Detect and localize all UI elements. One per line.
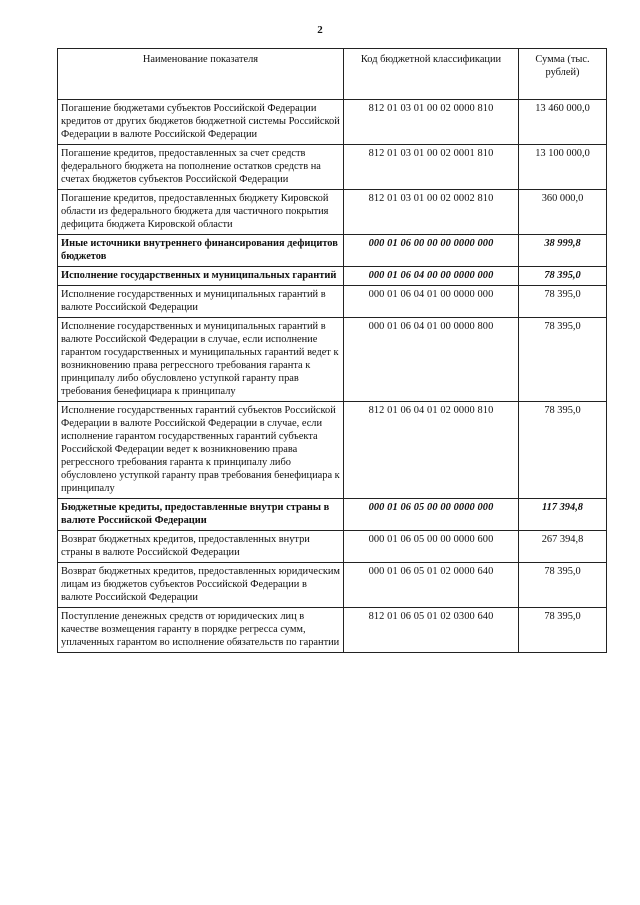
row-code: 000 01 06 04 01 00 0000 000 xyxy=(344,286,519,318)
row-amount: 78 395,0 xyxy=(519,608,607,653)
row-amount: 38 999,8 xyxy=(519,235,607,267)
row-code: 000 01 06 05 00 00 0000 600 xyxy=(344,531,519,563)
row-code: 812 01 06 04 01 02 0000 810 xyxy=(344,402,519,499)
row-amount: 78 395,0 xyxy=(519,318,607,402)
row-name: Исполнение государственных и муниципальных гарантий xyxy=(58,267,344,286)
row-name: Возврат бюджетных кредитов, предоставленных внутри страны в валюте Российской Федерации xyxy=(58,531,344,563)
table-row xyxy=(58,608,607,653)
row-code: 000 01 06 04 01 00 0000 800 xyxy=(344,318,519,402)
row-name: Исполнение государственных и муниципальных гарантий в валюте Российской Федерации xyxy=(58,286,344,318)
row-code: 812 01 03 01 00 02 0000 810 xyxy=(344,100,519,145)
table-row xyxy=(58,145,607,190)
table-row xyxy=(58,318,607,402)
row-amount: 360 000,0 xyxy=(519,190,607,235)
table-row xyxy=(58,499,607,531)
row-amount: 78 395,0 xyxy=(519,402,607,499)
row-name: Исполнение государственных гарантий субъектов Российской Федерации в валюте Российской Федерации в случае, если исполнение гарантом государственных гарантий субъекта Российской Федерации ведет к возникновению права регрессного требования гаранта к принципалу либо обусловлено уступкой гаранту прав требования бенефициара к принципалу xyxy=(58,402,344,499)
row-name: Погашение кредитов, предоставленных бюджету Кировской области из федерального бюджета для частичного покрытия дефицита бюджета Кировской области xyxy=(58,190,344,235)
row-amount: 13 100 000,0 xyxy=(519,145,607,190)
header-classification-code: Код бюджетной классификации xyxy=(344,49,519,100)
row-amount: 78 395,0 xyxy=(519,563,607,608)
row-name: Исполнение государственных и муниципальных гарантий в валюте Российской Федерации в случае, если исполнение гарантом государственных и муниципальных гарантий ведет к возникновению права регрессного требования гаранта к принципалу либо обусловлено уступкой гаранту прав требования бенефициара к принципалу xyxy=(58,318,344,402)
table-row xyxy=(58,235,607,267)
header-indicator-name: Наименование показателя xyxy=(58,49,344,100)
row-code: 812 01 03 01 00 02 0001 810 xyxy=(344,145,519,190)
table-row xyxy=(58,531,607,563)
row-amount: 117 394,8 xyxy=(519,499,607,531)
row-name: Поступление денежных средств от юридических лиц в качестве возмещения гаранту в порядке регресса сумм, уплаченных гарантом во исполнение обязательств по гарантии xyxy=(58,608,344,653)
table-row xyxy=(58,286,607,318)
row-code: 000 01 06 05 01 02 0000 640 xyxy=(344,563,519,608)
table-row xyxy=(58,267,607,286)
row-name: Погашение кредитов, предоставленных за счет средств федерального бюджета на пополнение остатков средств на счетах бюджетов субъектов Российской Федерации xyxy=(58,145,344,190)
row-code: 000 01 06 04 00 00 0000 000 xyxy=(344,267,519,286)
row-name: Иные источники внутреннего финансирования дефицитов бюджетов xyxy=(58,235,344,267)
table-header-row xyxy=(58,49,607,100)
table-row xyxy=(58,100,607,145)
row-code: 812 01 03 01 00 02 0002 810 xyxy=(344,190,519,235)
row-amount: 267 394,8 xyxy=(519,531,607,563)
row-code: 000 01 06 05 00 00 0000 000 xyxy=(344,499,519,531)
row-name: Погашение бюджетами субъектов Российской Федерации кредитов от других бюджетов бюджетной системы Российской Федерации в валюте Российской Федерации xyxy=(58,100,344,145)
table-row xyxy=(58,563,607,608)
budget-sources-table xyxy=(57,48,607,653)
row-code: 000 01 06 00 00 00 0000 000 xyxy=(344,235,519,267)
page-number: 2 xyxy=(317,24,323,36)
row-amount: 13 460 000,0 xyxy=(519,100,607,145)
header-amount: Сумма (тыс. рублей) xyxy=(519,49,607,100)
row-amount: 78 395,0 xyxy=(519,267,607,286)
table-row xyxy=(58,190,607,235)
row-name: Бюджетные кредиты, предоставленные внутри страны в валюте Российской Федерации xyxy=(58,499,344,531)
row-code: 812 01 06 05 01 02 0300 640 xyxy=(344,608,519,653)
row-name: Возврат бюджетных кредитов, предоставленных юридическим лицам из бюджетов субъектов Российской Федерации в валюте Российской Федерации xyxy=(58,563,344,608)
table-row xyxy=(58,402,607,499)
row-amount: 78 395,0 xyxy=(519,286,607,318)
